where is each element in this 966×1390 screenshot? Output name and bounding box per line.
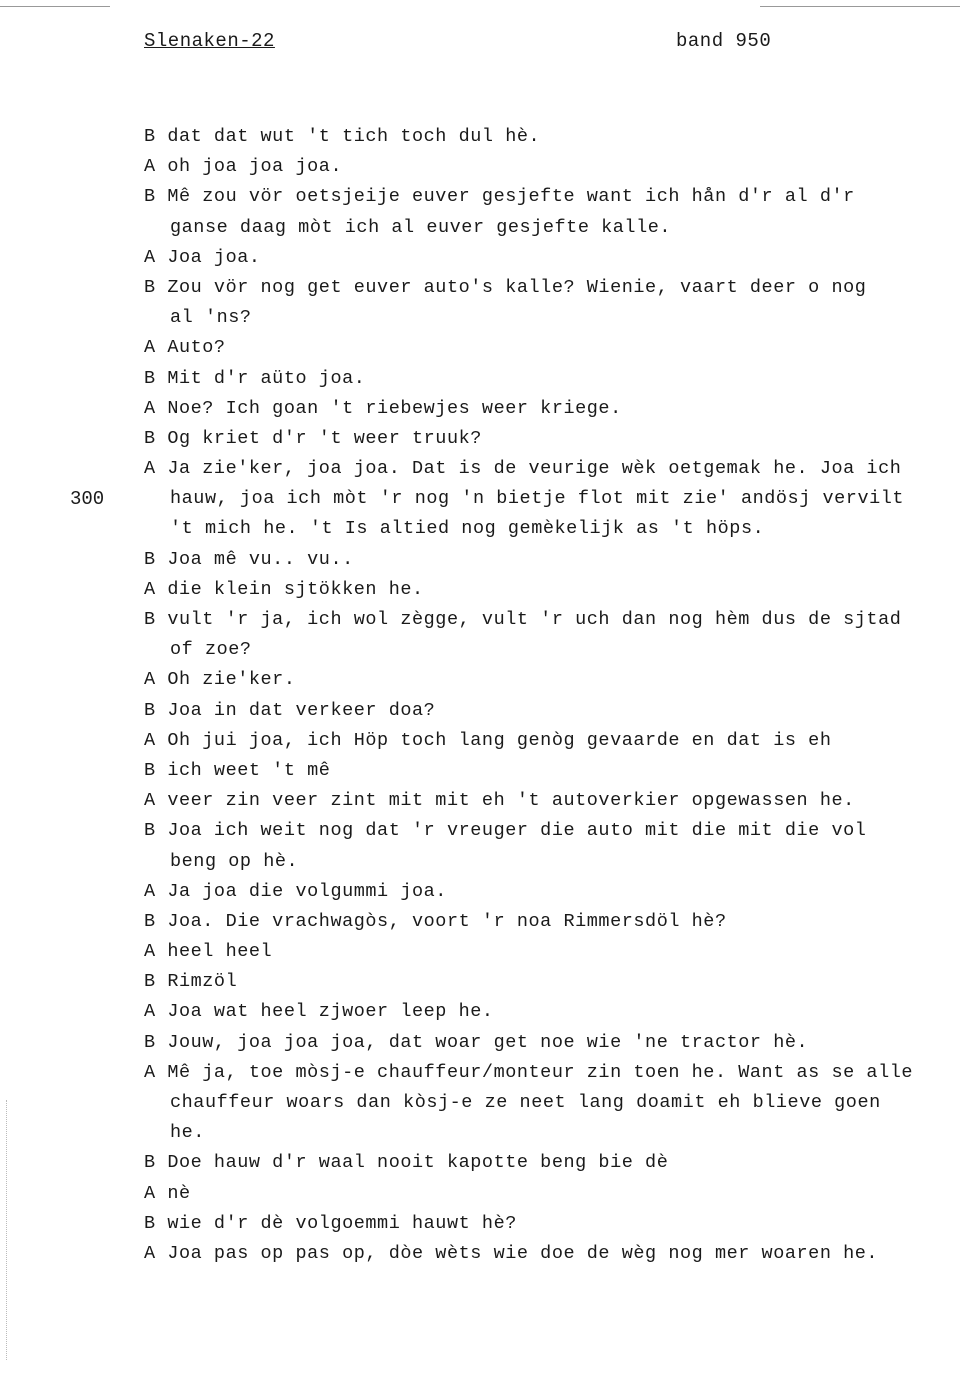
speaker-label: B — [144, 548, 168, 570]
utterance-text: Mit d'r aüto joa. — [167, 367, 366, 389]
transcript-line — [144, 1209, 956, 1239]
transcript-line — [144, 726, 956, 756]
speaker-label: A — [144, 880, 168, 902]
transcript-line — [144, 243, 956, 273]
transcript-line — [144, 907, 956, 937]
speaker-label: A — [144, 1182, 168, 1204]
transcript-line — [144, 847, 956, 877]
transcript-line — [144, 122, 956, 152]
speaker-label: B — [144, 699, 168, 721]
transcript-line — [144, 786, 956, 816]
transcript-line — [144, 1118, 956, 1148]
header-title: Slenaken-22 — [144, 30, 275, 52]
transcript-line — [144, 182, 956, 212]
utterance-text: 't mich he. 't Is altied nog gemèkelijk as 't höps. — [170, 518, 765, 540]
transcript-line — [144, 605, 956, 635]
utterance-text: he. — [170, 1122, 205, 1144]
speaker-label: A — [144, 156, 168, 178]
speaker-label: A — [144, 1001, 168, 1023]
transcript-line — [144, 484, 956, 514]
speaker-label: A — [144, 578, 168, 600]
utterance-text: Og kriet d'r 't weer truuk? — [167, 427, 482, 449]
utterance-text: beng op hè. — [170, 850, 299, 872]
transcript-line — [144, 545, 956, 575]
scan-edge-line — [0, 6, 110, 7]
speaker-label: B — [144, 1152, 168, 1174]
speaker-label: A — [144, 941, 168, 963]
utterance-text: Joa wat heel zjwoer leep he. — [167, 1001, 494, 1023]
utterance-text: Oh jui joa, ich Höp toch lang genòg gevaarde en dat is eh — [167, 729, 832, 751]
transcript-line — [144, 997, 956, 1027]
transcript-line — [144, 1058, 956, 1088]
utterance-text: Ja zie'ker, joa joa. Dat is de veurige wèk oetgemak he. Joa ich — [167, 458, 902, 480]
utterance-text: Noe? Ich goan 't riebewjes weer kriege. — [167, 397, 622, 419]
utterance-text: nè — [167, 1182, 191, 1204]
transcript-line — [144, 273, 956, 303]
speaker-label: B — [144, 910, 168, 932]
transcript-line — [144, 635, 956, 665]
speaker-label: B — [144, 971, 168, 993]
transcript-body — [144, 122, 956, 1269]
utterance-text: Jouw, joa joa joa, dat woar get noe wie 'ne tractor hè. — [167, 1031, 809, 1053]
utterance-text: Joa in dat verkeer doa? — [167, 699, 436, 721]
utterance-text: Mê zou vör oetsjeije euver gesjefte want ich hån d'r al d'r — [167, 186, 855, 208]
utterance-text: Zou vör nog get euver auto's kalle? Wienie, vaart deer o nog — [167, 276, 867, 298]
utterance-text: veer zin veer zint mit mit eh 't autoverkier opgewassen he. — [167, 790, 855, 812]
header-band-number: band 950 — [676, 30, 772, 52]
transcript-line — [144, 1088, 956, 1118]
transcript-line — [144, 213, 956, 243]
speaker-label: B — [144, 820, 168, 842]
utterance-text: al 'ns? — [170, 307, 252, 329]
speaker-label: A — [144, 790, 168, 812]
transcript-line — [144, 1028, 956, 1058]
transcript-line — [144, 575, 956, 605]
utterance-text: Joa joa. — [167, 246, 261, 268]
utterance-text: Mê ja, toe mòsj-e chauffeur/monteur zin toen he. Want as se alle — [167, 1061, 914, 1083]
transcript-line — [144, 424, 956, 454]
transcript-line — [144, 454, 956, 484]
transcript-line — [144, 152, 956, 182]
transcript-line — [144, 1148, 956, 1178]
speaker-label: A — [144, 458, 168, 480]
transcript-line — [144, 333, 956, 363]
utterance-text: of zoe? — [170, 639, 252, 661]
utterance-text: Joa mê vu.. vu.. — [167, 548, 354, 570]
transcript-line — [144, 756, 956, 786]
utterance-text: Joa pas op pas op, dòe wèts wie doe de wèg nog mer woaren he. — [167, 1242, 879, 1264]
speaker-label: B — [144, 186, 168, 208]
transcript-line — [144, 665, 956, 695]
speaker-label: A — [144, 1242, 168, 1264]
speaker-label: A — [144, 669, 168, 691]
utterance-text: ich weet 't mê — [167, 759, 331, 781]
scan-edge-marks — [6, 1100, 9, 1360]
utterance-text: die klein sjtökken he. — [167, 578, 424, 600]
transcript-line — [144, 967, 956, 997]
line-number-margin: 300 — [70, 488, 105, 510]
speaker-label: B — [144, 427, 168, 449]
speaker-label: B — [144, 609, 168, 630]
scan-edge-line — [760, 6, 960, 7]
utterance-text: Doe hauw d'r waal nooit kapotte beng bie dè — [167, 1152, 669, 1174]
transcript-line — [144, 303, 956, 333]
transcript-line — [144, 514, 956, 544]
utterance-text: Auto? — [167, 337, 226, 359]
utterance-text: Joa. Die vrachwagòs, voort 'r noa Rimmersdöl hè? — [167, 910, 727, 932]
speaker-label: B — [144, 1212, 168, 1234]
utterance-text: Joa ich weit nog dat 'r vreuger die auto mit die mit die vol — [167, 820, 867, 842]
transcript-line — [144, 394, 956, 424]
speaker-label: B — [144, 367, 168, 389]
transcript-line — [144, 937, 956, 967]
utterance-text: chauffeur woars dan kòsj-e ze neet lang doamit eh blieve goen — [170, 1092, 881, 1113]
utterance-text: oh joa joa joa. — [167, 156, 343, 178]
utterance-text: Rimzöl — [167, 971, 238, 993]
speaker-label: A — [144, 729, 168, 751]
speaker-label: B — [144, 759, 168, 781]
speaker-label: A — [144, 246, 168, 268]
utterance-text: hauw, joa ich mòt 'r nog 'n bietje flot mit zie' andösj vervilt — [170, 488, 905, 510]
speaker-label: A — [144, 397, 168, 419]
transcript-line — [144, 1239, 956, 1269]
utterance-text: Ja joa die volgummi joa. — [167, 880, 447, 902]
speaker-label: A — [144, 337, 168, 359]
transcript-line — [144, 364, 956, 394]
utterance-text: wie d'r dè volgoemmi hauwt hè? — [167, 1212, 517, 1234]
utterance-text: heel heel — [167, 941, 273, 963]
transcript-line — [144, 877, 956, 907]
utterance-text: dat dat wut 't tich toch dul hè. — [167, 126, 541, 147]
utterance-text: ganse daag mòt ich al euver gesjefte kalle. — [170, 216, 672, 238]
transcript-line — [144, 816, 956, 846]
speaker-label: A — [144, 1061, 168, 1083]
utterance-text: vult 'r ja, ich wol zègge, vult 'r uch dan nog hèm dus de sjtad — [167, 609, 902, 630]
speaker-label: B — [144, 276, 168, 298]
utterance-text: Oh zie'ker. — [167, 669, 296, 691]
transcript-line — [144, 1179, 956, 1209]
transcript-line — [144, 696, 956, 726]
speaker-label: B — [144, 126, 168, 147]
speaker-label: B — [144, 1031, 168, 1053]
